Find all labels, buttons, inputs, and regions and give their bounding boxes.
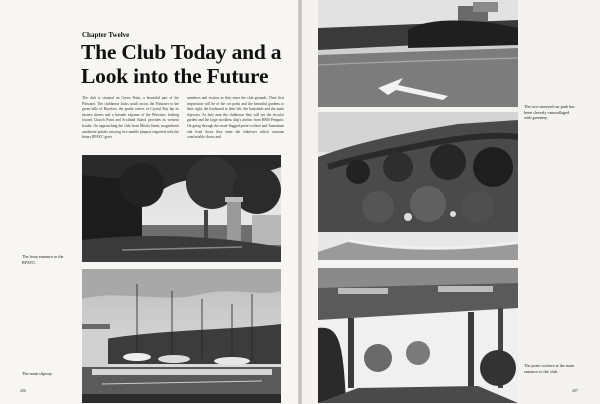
chapter-title: The Club Today and a Look into the Future [81,40,282,88]
page-number-right: 207 [572,388,578,393]
left-page [0,0,298,404]
caption-porte-cochere: The porte-cochere at the main entrance to the club. [524,363,575,374]
photo-porte-cochere [318,268,518,403]
right-page [302,0,600,404]
page-number-left: 206 [20,388,26,393]
photo-car-park [318,0,518,107]
photo-main-slipway [82,269,281,403]
photo-front-entrance [82,155,281,262]
caption-car-park: The two-storeyed car park has been cleverly camouflaged with greenery. [524,104,575,121]
photo-gardens [318,112,518,260]
body-text-col2: members and visitors as they enter the club grounds. Their first impression will be of the car parks and the beautiful gardens to their right, the hardstand to their left, the boatsheds and the main slipways. As they near the clubhouse they will see the circular garden and the large stockless ship's anchor from HMS Penguin. On going through the stone-flagged porte-cochere and Tasmanian oak front doors they enter the clubfoyer which contains comfortable chairs and [187,96,284,140]
body-column-1 [82,96,179,141]
body-text-col1: The club is situated on Green Point, a beautiful part of the Pittwater. The clubhouse looks south across the Pittwater to the green hills of Bayview, the gentle waters of Crystal Bay lap its eastern shores and a broader expanse of the Pittwater, looking toward Church Point and Scotland Island, provides its western border. On approaching the club from Mitala Street, magnificent sandstone portals carrying two marble plaques engraved with the letters RPAYC greet [82,96,179,140]
chapter-label: Chapter Twelve [82,31,130,39]
body-column-2 [187,96,284,141]
caption-front-entrance: The front entrance to the RPAYC. [22,254,64,265]
caption-main-slipway: The main slipway. [22,371,53,376]
